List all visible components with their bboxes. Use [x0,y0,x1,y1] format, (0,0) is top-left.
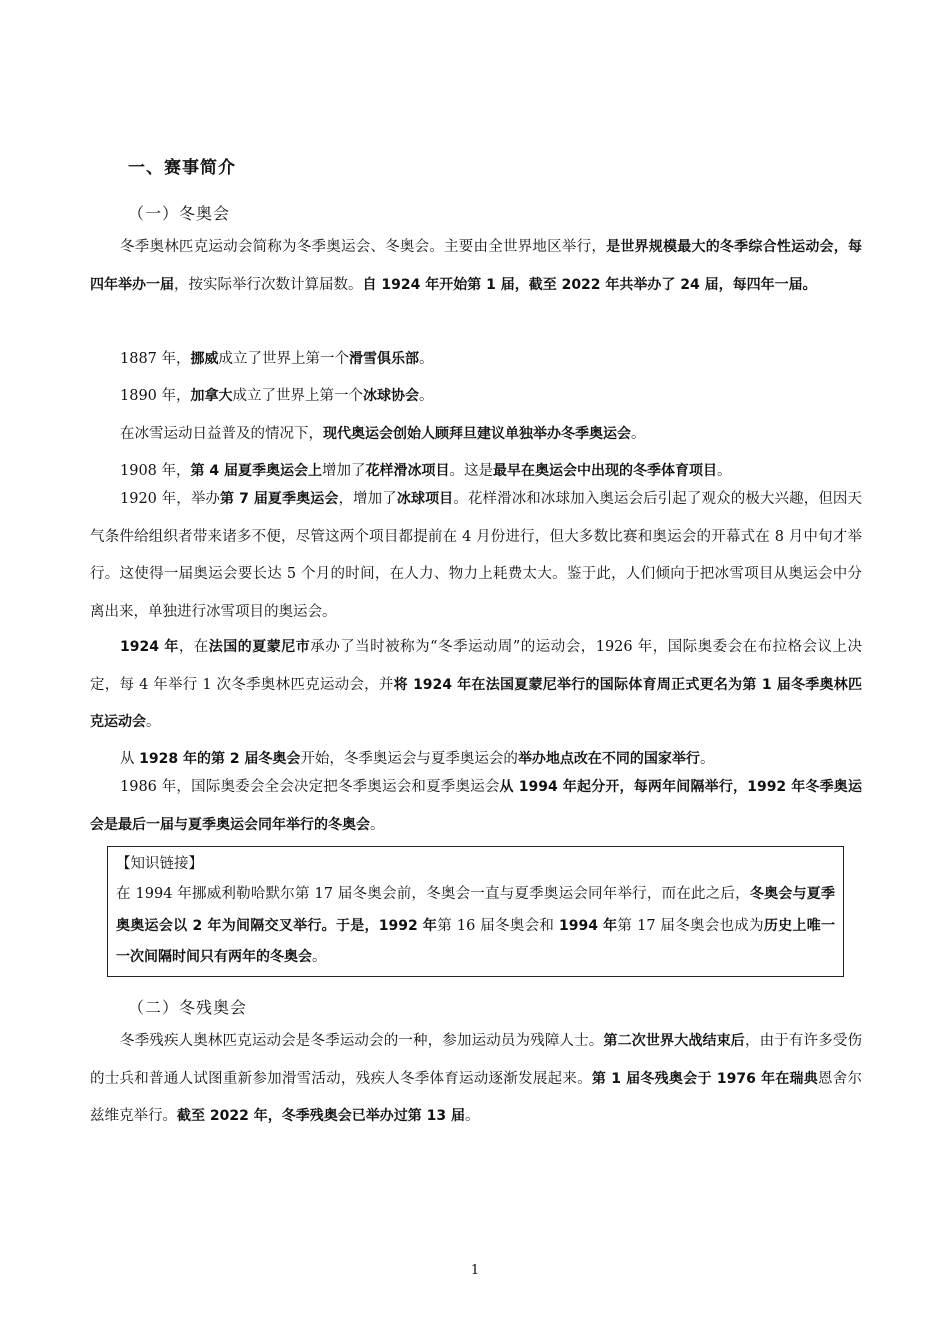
text-run: ，按实际举行次数计算届数。 [174,276,363,293]
text-run: 1908 年， [120,463,191,479]
bold-text-run: 1994 年 [559,917,618,934]
knowledge-link-box [107,846,844,977]
text-run: 成立了世界上第一个 [232,388,364,404]
bold-text-run: 将 1924 年在法国夏蒙尼举行的国际体育周正式更名为第 1 届冬季奥林匹克运动会 [90,676,863,730]
text-run: 。 [146,714,161,730]
text-run: 。花样滑冰和冰球加入奥运会后引起了观众的极大兴趣，但因天气条件给组织者带来诸多不便，尽管这两个项目都提前在 4 月份进行，但大多数比赛和奥运会的开幕式在 8 月中旬才举行。这使得一届奥运会要长达 5 个月的时间，在人力、物力上耗费太大。鉴于此，人们倾向于把冰雪项目从奥运会中分离出来，单独进行冰雪项目的奥运会。 [90,491,863,620]
knowledge-link-title: 【知识链接】 [116,856,203,872]
text-run: 。这是 [449,463,494,479]
text-run: 1887 年， [120,351,191,367]
bold-text-run: 第二次世界大战结束后 [603,1033,745,1049]
text-run: ，增加了 [338,491,397,507]
bold-text-run: 第 1 届冬残奥会于 1976 年在瑞典 [591,1070,818,1087]
text-run: 成立了世界上第一个 [218,351,350,367]
bold-text-run: 自 1924 年开始第 1 届，截至 2022 年共举办了 24 届，每四年一届。 [362,276,817,293]
text-run: 。 [699,751,715,767]
bold-text-run: 滑雪俱乐部 [349,351,420,367]
bold-text-run: 1928 年的第 2 届冬奥会 [139,751,301,767]
text-run: 承办了当时被称为“冬季运动周”的运动会，1926 年，国际奥委会在布拉格会议上决定，每 4 年举行 1 次冬季奥林匹克运动会，并 [90,639,863,693]
bold-text-run: 冬奥会与夏季奥奥运会以 2 年为间隔交叉举行。于是，1992 年 [116,886,835,934]
text-run: ，在 [178,639,209,655]
text-run: 增加了 [322,463,366,479]
bold-text-run: 是世界规模最大的冬季综合性运动会，每四年举办一届 [90,239,863,293]
subsection-title-winter-paralympics: （二）冬残奥会 [128,998,248,1017]
text-run: 从 [120,751,140,767]
knowledge-link-body [116,879,835,974]
text-run: 第 17 届冬奥会也成为 [617,917,764,934]
bold-text-run: 第 7 届夏季奥运会 [220,491,339,507]
bold-text-run: 冰球协会 [363,388,420,404]
paragraph [90,341,862,379]
subsection-title-winter-olympics: （一）冬奥会 [128,204,231,223]
bold-text-run: 挪威 [190,351,219,367]
paragraph [90,416,862,454]
text-run: 。 [419,388,434,404]
text-run: 在 1994 年挪威利勒哈默尔第 17 届冬奥会前，冬奥会一直与夏季奥运会同年举行，而在此之后， [116,886,750,902]
page-number: 1 [470,1263,480,1278]
text-run: 1890 年， [120,388,191,404]
text-run: 1920 年，举办 [120,491,221,507]
text-run: 在冰雪运动日益普及的情况下， [120,426,323,442]
paragraph [90,229,862,304]
bold-text-run: 1924 年 [120,639,179,655]
text-run: 。 [717,463,732,479]
bold-text-run: 举办地点改在不同的国家举行 [517,751,700,767]
bold-text-run: 现代奥运会创始人顾拜旦建议单独举办冬季奥运会 [323,426,631,442]
text-run: 。 [312,949,327,965]
paragraph [90,1023,862,1136]
text-run: ，由于有许多受伤的士兵和普通人试图重新参加滑雪活动，残疾人冬季体育运动逐渐发展起来。 [90,1033,863,1087]
text-run: 冬季奥林匹克运动会简称为冬季奥运会、冬奥会。主要由全世界地区举行， [120,239,607,255]
text-run: 。 [370,816,385,833]
text-run: 开始，冬季奥运会与夏季奥运会的 [300,751,518,767]
bold-text-run: 花样滑冰项目 [365,463,450,479]
text-run: 冬季残疾人奥林匹克运动会是冬季运动会的一种，参加运动员为残障人士。 [120,1033,604,1049]
bold-text-run: 历史上唯一一次间隔时间只有两年的冬奥会 [116,917,836,965]
text-run: 恩舍尔兹维克举行。 [90,1070,863,1124]
section-title: 一、赛事简介 [128,158,236,178]
text-run: 。 [631,426,646,442]
bold-text-run: 第 4 届夏季奥运会上 [190,463,323,479]
text-run: 。 [464,1108,480,1124]
text-run: 1986 年，国际奥委会全会决定把冬季奥运会和夏季奥运会 [120,779,500,795]
bold-text-run: 截至 2022 年，冬季残奥会已举办过第 13 届 [177,1108,465,1124]
paragraph [90,378,862,416]
text-run: 。 [419,351,434,367]
paragraph [90,481,862,631]
bold-text-run: 加拿大 [190,388,233,404]
bold-text-run: 最早在奥运会中出现的冬季体育项目 [493,463,718,479]
paragraph [90,769,862,844]
bold-text-run: 冰球项目 [396,491,454,507]
text-run: 第 16 届冬奥会和 [437,917,560,934]
paragraph [90,629,862,742]
bold-text-run: 法国的夏蒙尼市 [208,639,311,655]
bold-text-run: 从 1994 年起分开，每两年间隔举行，1992 年冬季奥运会是最后一届与夏季奥运会同年举行的冬奥会 [90,779,862,833]
